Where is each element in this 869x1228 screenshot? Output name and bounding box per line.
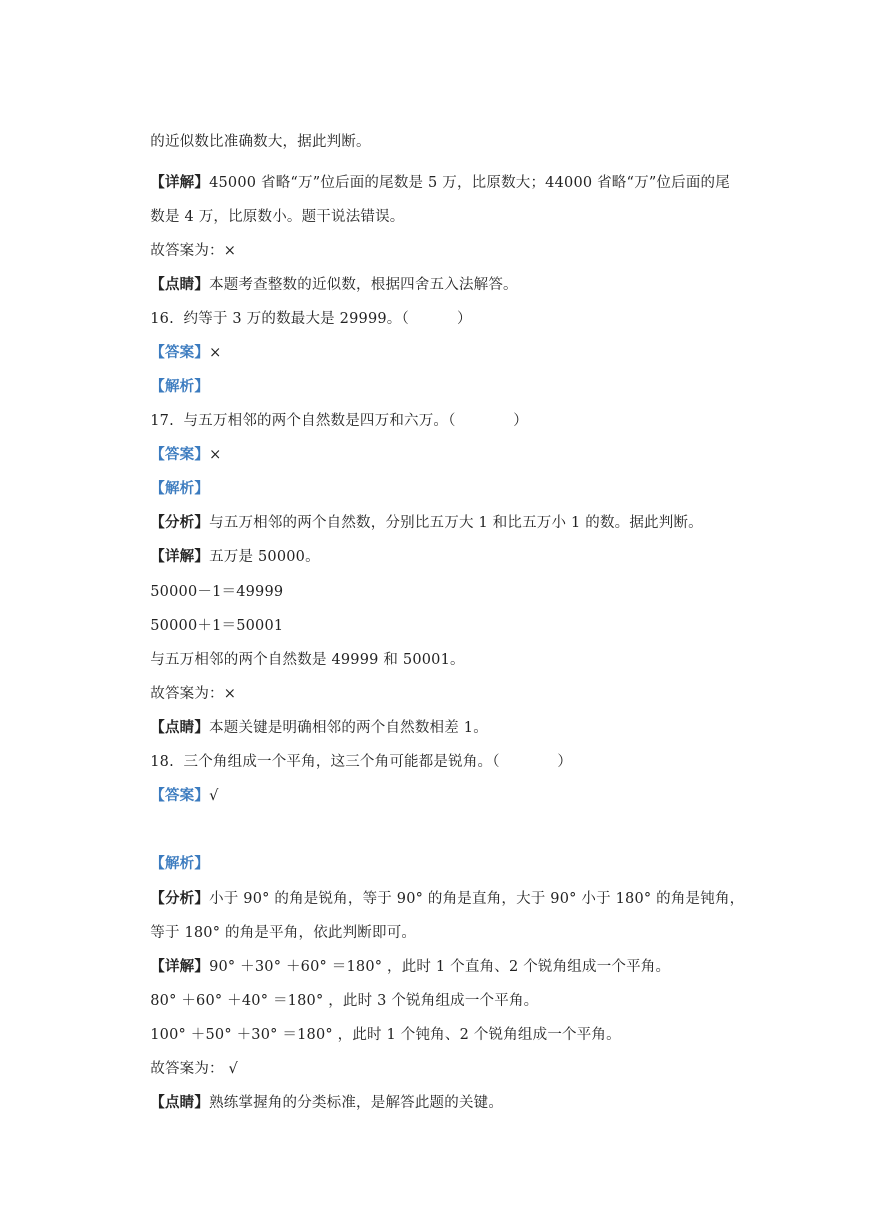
line-text: 故答案为：× (150, 686, 237, 702)
answer-mark: × (209, 447, 222, 463)
line-text: 五万是 50000。 (209, 549, 320, 565)
answer-tag: 【答案】 (150, 787, 210, 804)
line-text: 本题关键是明确相邻的两个自然数相差 1。 (209, 720, 488, 736)
line-text: 熟练掌握角的分类标准，是解答此题的关键。 (209, 1095, 504, 1111)
line-text: 数是 4 万，比原数小。题干说法错误。 (150, 209, 405, 225)
equation-text: 80° ＋60° ＋40° ＝180° ，此时 3 个锐角组成一个平角。 (150, 993, 539, 1009)
answer-line (131, 766, 219, 826)
line-text: 与五万相邻的两个自然数，分别比五万大 1 和比五万小 1 的数。据此判断。 (209, 515, 703, 531)
comment-tag: 【点睛】 (150, 276, 210, 293)
line-text: 本题考查整数的近似数，根据四舍五入法解答。 (209, 277, 518, 293)
analysis-tag: 【解析】 (150, 480, 210, 497)
question-text: 18. 三个角组成一个平角，这三个角可能都是锐角。（ ） (150, 754, 573, 770)
line-text: 小于 90° 的角是锐角，等于 90° 的角是直角，大于 90° 小于 180° 的角是钝角， (209, 891, 745, 907)
detail-tag: 【详解】 (150, 958, 210, 975)
line-text: 的近似数比准确数大，据此判断。 (150, 134, 371, 150)
line-text: 故答案为： √ (150, 1061, 238, 1077)
line-text: 故答案为：× (150, 243, 237, 259)
analysis-tag: 【解析】 (150, 855, 210, 872)
answer-mark: × (209, 345, 222, 361)
line-text: 等于 180° 的角是平角，依此判断即可。 (150, 925, 417, 941)
answer-tag: 【答案】 (150, 446, 210, 463)
comment-tag: 【点睛】 (150, 719, 210, 736)
detail-tag: 【详解】 (150, 548, 210, 565)
comment-line (131, 1073, 503, 1133)
line-text: 45000 省略“万”位后面的尾数是 5 万，比原数大；44000 省略“万”位后面的尾 (209, 175, 730, 191)
comment-tag: 【点睛】 (150, 1094, 210, 1111)
analysis-sub-tag: 【分析】 (150, 514, 210, 531)
analysis-sub-tag: 【分析】 (150, 890, 210, 907)
line-text: 90° ＋30° ＋60° ＝180° ，此时 1 个直角、2 个锐角组成一个平角。 (209, 959, 671, 975)
equation-text: 50000－1＝49999 (150, 584, 284, 600)
question-text: 17. 与五万相邻的两个自然数是四万和六万。（ ） (150, 413, 528, 429)
answer-tag: 【答案】 (150, 344, 210, 361)
detail-tag: 【详解】 (150, 174, 210, 191)
answer-mark: √ (209, 788, 219, 804)
analysis-tag: 【解析】 (150, 378, 210, 395)
line-text: 与五万相邻的两个自然数是 49999 和 50001。 (150, 652, 465, 668)
equation-text: 100° ＋50° ＋30° ＝180° ，此时 1 个钝角、2 个锐角组成一个平角。 (150, 1027, 621, 1043)
equation-text: 50000＋1＝50001 (150, 618, 284, 634)
question-text: 16. 约等于 3 万的数最大是 29999。（ ） (150, 311, 472, 327)
